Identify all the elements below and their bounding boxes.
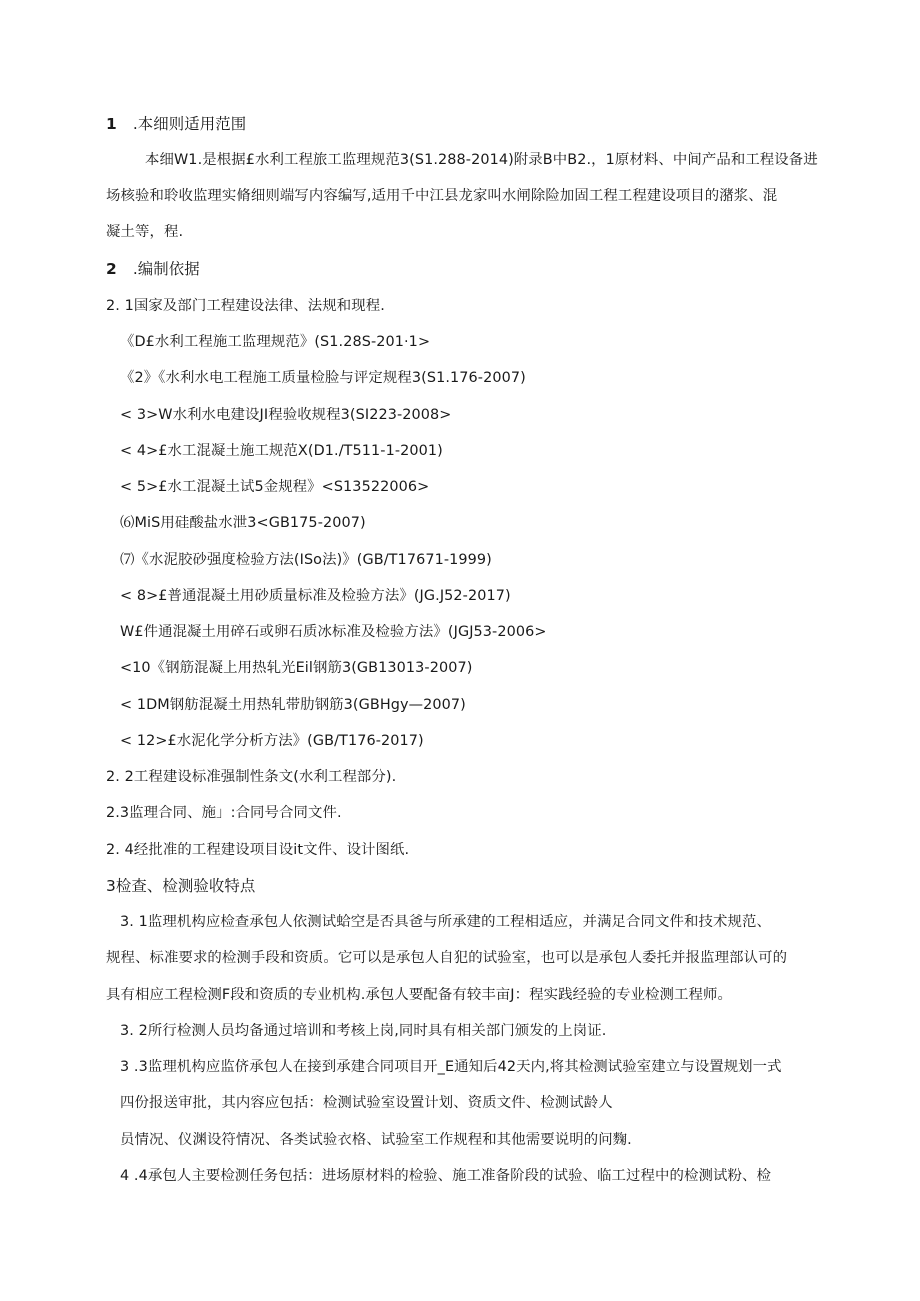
section-3-heading: 3检查、检测验收特点 — [106, 877, 256, 895]
paragraph-3-1-line-1: 3. 1监理机构应检查承包人依测试蛤空是否具爸与所承建的工程相适应，并满足合同文件和技术规范、 — [120, 914, 771, 930]
paragraph-3-1-line-2: 规程、标准要求的检测手段和资质。它可以是承包人自犯的试验室，也可以是承包人委托并报监理部认可的 — [106, 950, 788, 966]
reference-item: < 12>£水泥化学分析方法》(GB/T176-2017) — [120, 733, 424, 749]
paragraph-3-3-line-3: 员情况、仪渊设符情况、各类试验衣格、试验室工作规程和其他需要说明的问麴. — [120, 1132, 632, 1148]
reference-item: 《D£水利工程施工监理规范》(S1.28S-201·1> — [120, 334, 431, 350]
reference-item: < 5>£水工混凝土试5金规程》<S13522006> — [120, 479, 430, 495]
paragraph-3-4: 4 .4承包人主要检测任务包括：进场原材料的检验、施工准备阶段的试验、临工过程中的检测试粉、检 — [120, 1168, 771, 1184]
reference-item: ⑹MiS用硅酸盐水泄3<GB175-2007) — [120, 515, 366, 531]
reference-item: < 8>£普通混凝土用砂质量标准及检验方法》(JG.J52-2017) — [120, 588, 511, 604]
reference-item: 《2》《水利水电工程施工质量检脸与评定规程3(S1.176-2007) — [120, 370, 526, 386]
reference-item: W£件通混凝土用碎石或卵石质冰标准及检验方法》(JGJ53-2006> — [120, 624, 547, 640]
section-2-heading — [106, 259, 200, 279]
section-1-para-line-1: 本细W1.是根据£水利工程旅工监理规范3(S1.288-2014)附录B中B2.，1原材料、中间产品和工程设备进 — [145, 152, 818, 168]
reference-item: < 1DM钢舫混凝土用热轧带肋钢筋3(GBHgy—2007) — [120, 697, 466, 713]
paragraph-3-3-line-1: 3 .3监理机构应监侪承包人在接到承建合同项目开_E通知后42天内,将其检测试验室建立与设置规划一式 — [120, 1059, 782, 1075]
paragraph-3-2: 3. 2所行检测人员均备通过培训和考核上岗,同时具有相关部门颁发的上岗证. — [120, 1023, 607, 1039]
section-2-number: 2 — [106, 260, 117, 278]
subsection-2-3: 2.3监理合同、施」:合同号合同文件. — [106, 805, 342, 821]
subsection-2-2: 2. 2工程建设标准强制性条文(水利工程部分). — [106, 769, 397, 785]
reference-item: < 3>W水利水电建设JI程验收规程3(SI223-2008> — [120, 407, 452, 423]
section-1-title: .本细则适用范围 — [132, 115, 247, 133]
subsection-2-1: 2. 1国家及部门工程建设法律、法规和现程. — [106, 298, 385, 314]
section-1-para-line-3: 凝土等，程. — [106, 224, 184, 240]
subsection-2-4: 2. 4经批准的工程建设项目设it文件、设计图纸. — [106, 842, 410, 858]
section-1-number: 1 — [106, 115, 117, 133]
reference-item: < 4>£水工混凝土施工规范X(D1./T511-1-2001) — [120, 443, 443, 459]
section-1-heading — [106, 114, 246, 134]
reference-item: <10《钢筋混凝上用热轧光Eil钢筋3(GB13013-2007) — [120, 660, 473, 676]
reference-item: ⑺《水泥胶砂强度检验方法(ISo法)》(GB/T17671-1999) — [120, 552, 492, 568]
section-2-title: .编制依据 — [132, 260, 200, 278]
paragraph-3-1-line-3: 具有相应工程检测F段和资质的专业机构.承包人要配备有较丰亩J：程实践经验的专业检测工程师。 — [106, 987, 733, 1003]
section-1-para-line-2: 场核验和聆收监理实脩细则端写内容编写,适用千中江县龙家叫水闸除险加固工程工程建设项目的潴浆、混 — [106, 188, 778, 204]
paragraph-3-3-line-2: 四份报送审批，其内容应包括：检测试验室设置计划、资质文件、检测试龄人 — [120, 1095, 613, 1111]
